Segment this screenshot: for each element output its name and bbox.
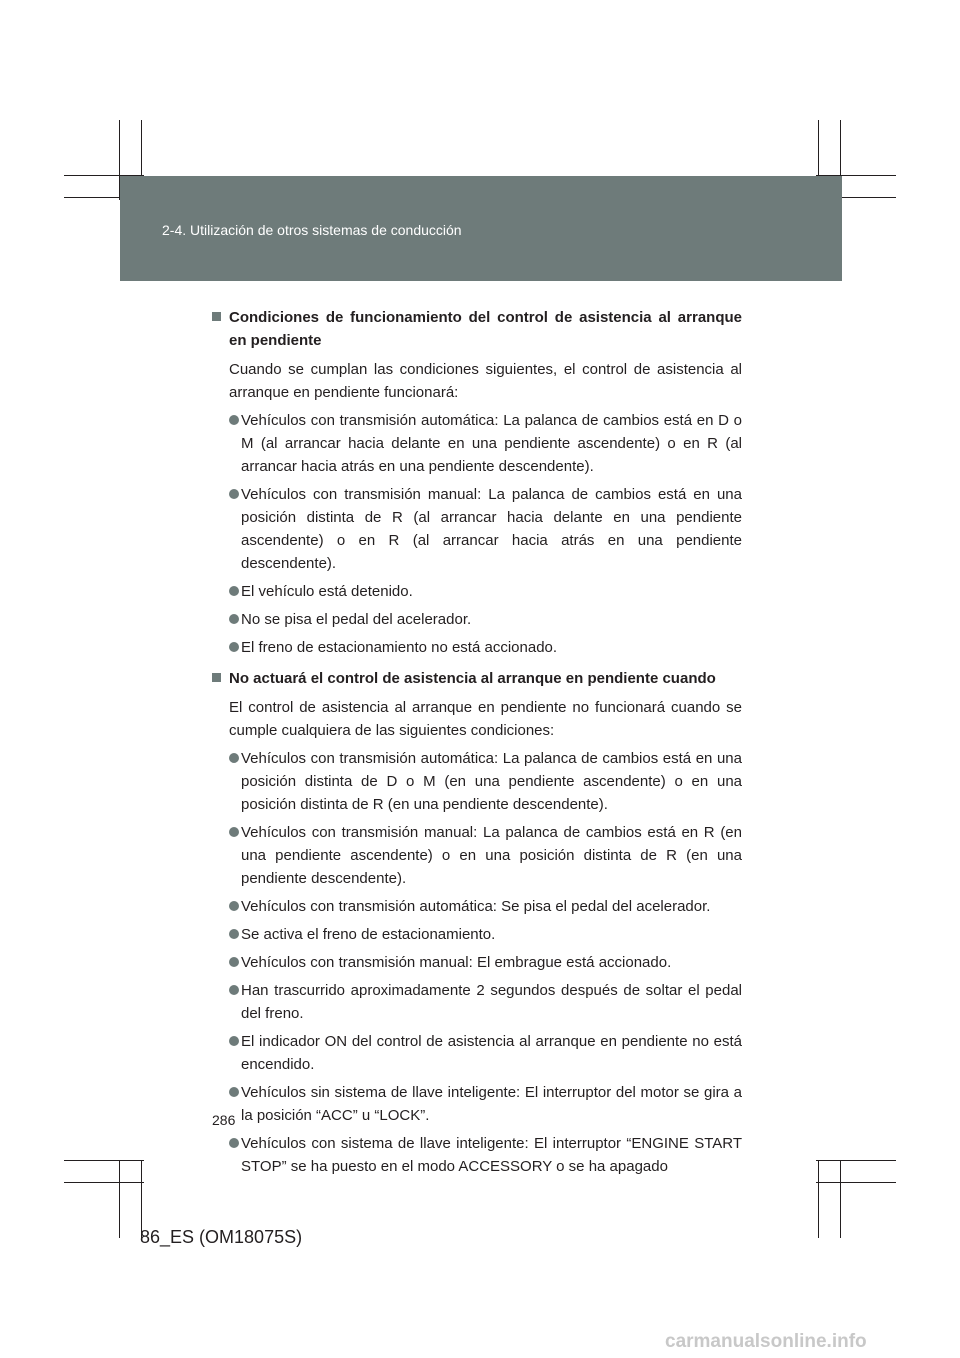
list-item — [212, 608, 742, 631]
circle-bullet-icon — [229, 929, 239, 939]
circle-bullet-icon — [229, 642, 239, 652]
circle-bullet-icon — [229, 614, 239, 624]
list-item-text: Vehículos sin sistema de llave inteligente: El interruptor del motor se gira a la posición “ACC” u “LOCK”. — [241, 1084, 742, 1124]
list-item — [212, 1081, 742, 1127]
section-title: 2-4. Utilización de otros sistemas de conducción — [162, 222, 462, 238]
list-item — [212, 951, 742, 974]
section-non-operating-conditions — [212, 667, 742, 1178]
list-item — [212, 923, 742, 946]
circle-bullet-icon — [229, 985, 239, 995]
list-item — [212, 409, 742, 478]
circle-bullet-icon — [229, 827, 239, 837]
circle-bullet-icon — [229, 901, 239, 911]
circle-bullet-icon — [229, 1087, 239, 1097]
square-bullet-icon — [212, 312, 221, 321]
list-item-text: No se pisa el pedal del acelerador. — [241, 611, 472, 628]
section-heading — [212, 306, 742, 352]
crop-mark — [64, 1182, 144, 1183]
list-item-text: Se activa el freno de estacionamiento. — [241, 926, 496, 943]
section-heading-text: Condiciones de funcionamiento del control de asistencia al arranque en pendiente — [229, 309, 742, 349]
list-item-text: Vehículos con transmisión automática: La palanca de cambios está en una posición distinta de D o M (en una pendiente ascendente) o en una posición distinta de R (en una pendiente descendente). — [241, 750, 742, 813]
square-bullet-icon — [212, 673, 221, 682]
page-number: 286 — [212, 1112, 236, 1128]
circle-bullet-icon — [229, 415, 239, 425]
section-heading-text: No actuará el control de asistencia al arranque en pendiente cuando — [229, 670, 716, 687]
list-item — [212, 895, 742, 918]
list-item — [212, 979, 742, 1025]
section-operating-conditions — [212, 306, 742, 659]
list-item-text: El vehículo está detenido. — [241, 583, 413, 600]
circle-bullet-icon — [229, 957, 239, 967]
circle-bullet-icon — [229, 753, 239, 763]
circle-bullet-icon — [229, 1138, 239, 1148]
section-intro: Cuando se cumplan las condiciones siguientes, el control de asistencia al arranque en pendiente funcionará: — [229, 361, 742, 401]
crop-mark — [816, 1160, 896, 1161]
page-content — [212, 306, 742, 1178]
crop-mark — [64, 1160, 144, 1161]
list-item-text: Vehículos con transmisión automática: La palanca de cambios está en D o M (al arrancar hacia delante en una pendiente ascendente) o en R (al arrancar hacia atrás en una pendiente descendente). — [241, 412, 742, 475]
crop-mark — [840, 1160, 841, 1238]
list-item-text: El indicador ON del control de asistencia al arranque en pendiente no está encendido. — [241, 1033, 742, 1073]
circle-bullet-icon — [229, 586, 239, 596]
list-item — [212, 1030, 742, 1076]
section-intro: El control de asistencia al arranque en pendiente no funcionará cuando se cumple cualquiera de las siguientes condiciones: — [229, 699, 742, 739]
circle-bullet-icon — [229, 489, 239, 499]
crop-mark — [818, 1160, 819, 1238]
list-item — [212, 636, 742, 659]
condition-list — [212, 409, 742, 659]
list-item — [212, 580, 742, 603]
list-item — [212, 747, 742, 816]
circle-bullet-icon — [229, 1036, 239, 1046]
list-item-text: Vehículos con transmisión manual: La palanca de cambios está en una posición distinta de R (al arrancar hacia delante en una pendiente ascendente) o en R (al arrancar hacia atrás en una pendiente descendente). — [241, 486, 742, 572]
list-item-text: El freno de estacionamiento no está accionado. — [241, 639, 558, 656]
list-item — [212, 821, 742, 890]
section-heading — [212, 667, 742, 690]
list-item-text: Han trascurrido aproximadamente 2 segundos después de soltar el pedal del freno. — [241, 982, 742, 1022]
condition-list — [212, 747, 742, 1178]
section-header — [120, 176, 842, 281]
crop-mark — [119, 1160, 120, 1238]
list-item-text: Vehículos con transmisión automática: Se pisa el pedal del acelerador. — [241, 898, 711, 915]
list-item-text: Vehículos con transmisión manual: El embrague está accionado. — [241, 954, 672, 971]
document-code: 86_ES (OM18075S) — [140, 1227, 303, 1247]
list-item-text: Vehículos con transmisión manual: La palanca de cambios está en R (en una pendiente ascendente) o en una posición distinta de R (en una pendiente descendente). — [241, 824, 742, 887]
crop-mark — [816, 1182, 896, 1183]
list-item — [212, 483, 742, 575]
list-item — [212, 1132, 742, 1178]
watermark: carmanualsonline.info — [665, 1331, 867, 1352]
list-item-text: Vehículos con sistema de llave inteligente: El interruptor “ENGINE START STOP” se ha puesto en el modo ACCESSORY o se ha apagado — [241, 1135, 742, 1175]
